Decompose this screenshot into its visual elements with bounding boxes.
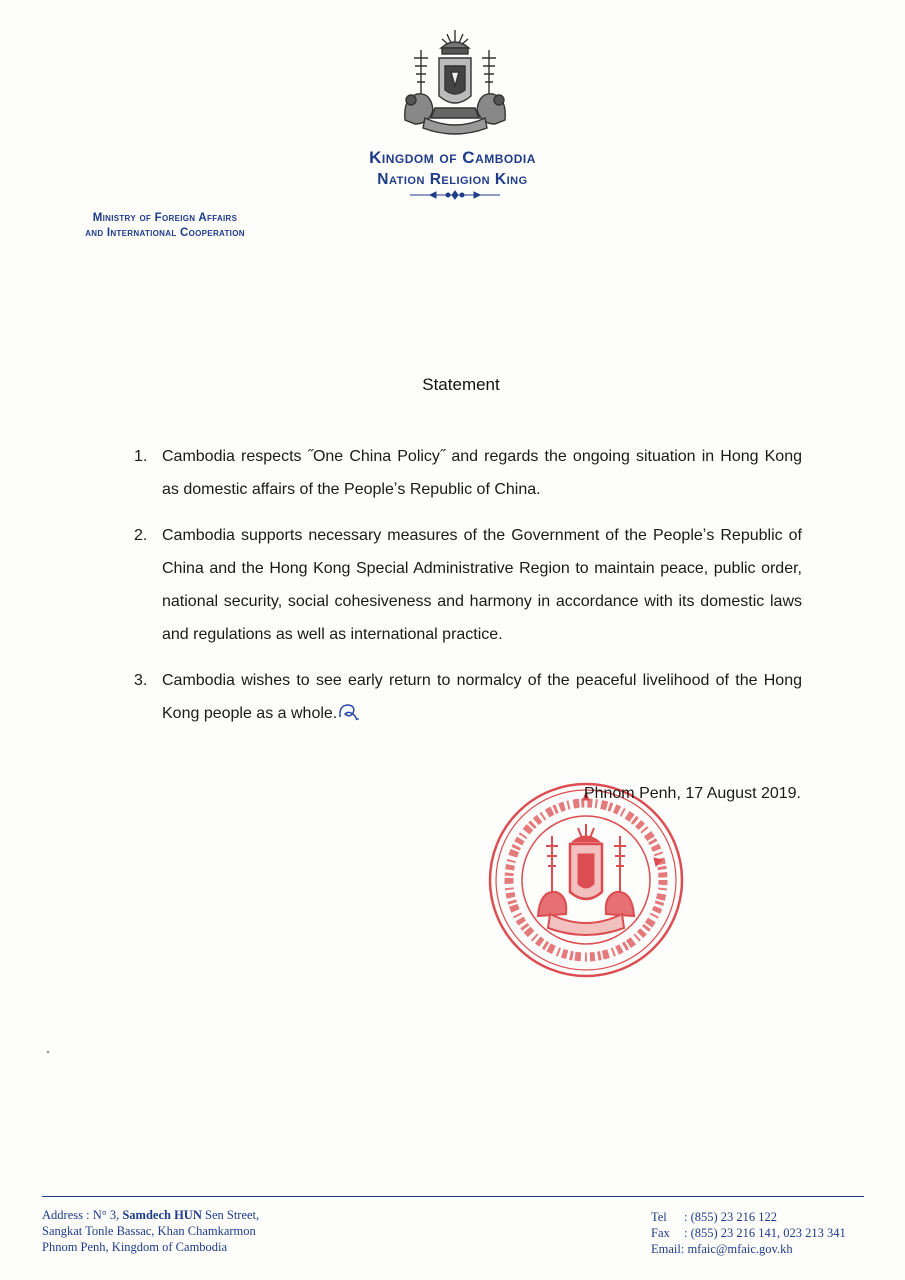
coat-of-arms-icon: [395, 28, 515, 140]
address-line-1: [42, 1207, 259, 1223]
email-label: Email: [651, 1242, 681, 1256]
tel-label: Tel: [651, 1210, 667, 1224]
contact-tel: [651, 1209, 846, 1225]
fax-label: Fax: [651, 1226, 670, 1240]
statement-item: [134, 519, 802, 651]
kingdom-motto: Nation Religion King: [377, 171, 528, 188]
footer-address: [42, 1207, 259, 1255]
item-text: Cambodia wishes to see early return to normalcy of the peaceful livelihood of the Hong Kong people as a whole.: [162, 672, 802, 722]
statement-item: [134, 440, 802, 506]
ministry-name: [30, 211, 300, 241]
ministry-line-1: Ministry of Foreign Affairs: [92, 212, 238, 224]
address-line-3: Phnom Penh, Kingdom of Cambodia: [42, 1240, 228, 1254]
item-text: Cambodia respects ˝One China Policy˝ and regards the ongoing situation in Hong Kong as domestic affairs of the Peopleʼs Republic of China.: [162, 448, 802, 498]
kingdom-header: [300, 147, 605, 191]
email-value: : mfaic@mfaic.gov.kh: [680, 1242, 793, 1256]
item-text-wrapper: [162, 664, 802, 730]
item-number: 3.: [134, 672, 148, 689]
statement-list: [134, 440, 802, 743]
handwritten-initial-icon: [337, 701, 359, 721]
official-seal-icon: [486, 780, 686, 980]
footer-contacts: [651, 1209, 846, 1257]
address-label: Address : N° 3,: [42, 1208, 123, 1222]
footer-divider: [42, 1196, 864, 1197]
tel-value: : (855) 23 216 122: [684, 1210, 778, 1224]
ornament-divider-icon: [410, 190, 500, 200]
contact-email: [651, 1241, 846, 1257]
statement-item: [134, 664, 802, 730]
statement-title: Statement: [422, 375, 500, 394]
address-line-2: Sangkat Tonle Bassac, Khan Chamkarmon: [42, 1224, 256, 1238]
fax-value: : (855) 23 216 141, 023 213 341: [684, 1226, 846, 1240]
item-number: 1.: [134, 448, 148, 465]
contact-fax: [651, 1225, 846, 1241]
item-text: Cambodia supports necessary measures of the Government of the Peopleʼs Republic of China and the Hong Kong Special Administrative Region to maintain peace, public order, national security, social cohesiveness and harmony in accordance with its domestic laws and regulations as well as international practice.: [162, 527, 802, 643]
ministry-line-2: and International Cooperation: [85, 227, 245, 239]
kingdom-title: Kingdom of Cambodia: [369, 148, 536, 167]
address-street-rest: Sen Street,: [201, 1208, 260, 1222]
address-street-bold: Samdech HUN: [122, 1208, 202, 1222]
stray-mark: [47, 1051, 49, 1053]
item-number: 2.: [134, 527, 148, 544]
place-and-date: Phnom Penh, 17 August 2019.: [583, 785, 801, 802]
